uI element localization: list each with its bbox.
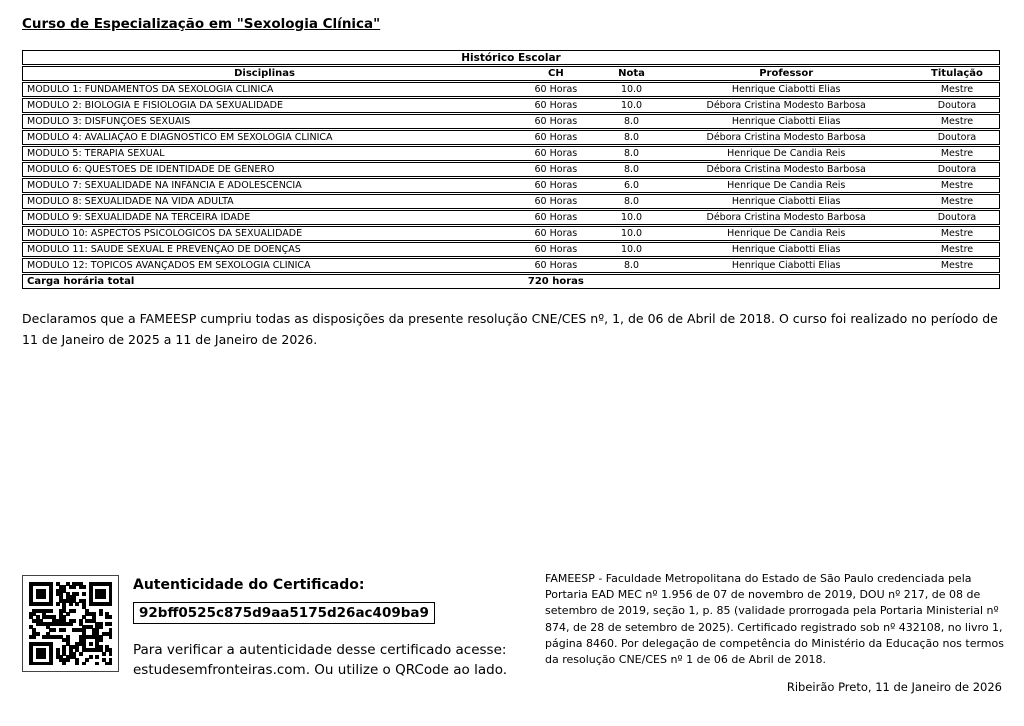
table-caption: Histórico Escolar	[461, 51, 561, 64]
page-title: Curso de Especialização em "Sexologia Clínica"	[22, 16, 381, 32]
cell-disciplina: MÓDULO 2: BIOLOGIA E FISIOLOGIA DA SEXUALIDADE	[27, 100, 283, 111]
cell-titulacao: Doutora	[937, 132, 977, 143]
cell-disciplina: MÓDULO 11: SAÚDE SEXUAL E PREVENÇÃO DE DOENÇAS	[27, 244, 301, 255]
cell-nota: 8.0	[623, 116, 640, 127]
cell-titulacao: Mestre	[940, 116, 974, 127]
cell-disciplina: MÓDULO 6: QUESTÕES DE IDENTIDADE DE GÊNERO	[27, 164, 275, 175]
table-row	[22, 146, 1000, 161]
table-body	[22, 82, 1000, 273]
cell-nota: 8.0	[623, 260, 640, 271]
column-header-nota: Nota	[618, 68, 645, 79]
cell-nota: 10.0	[620, 244, 643, 255]
cell-nota: 10.0	[620, 228, 643, 239]
cell-titulacao: Mestre	[940, 244, 974, 255]
declaration-text: Declaramos que a FAMEESP cumpriu todas as disposições da presente resolução CNE/CES nº, 1, de 06 de Abril de 2018. O curso foi realizado no período de 11 de Janeiro de 2025 a 11 de Janeiro de 2026.	[22, 311, 998, 347]
table-row	[22, 178, 1000, 193]
column-header-ch: CH	[548, 68, 564, 79]
cell-ch: 60 Horas	[534, 212, 578, 223]
column-header-professor: Professor	[759, 68, 814, 79]
cell-nota: 6.0	[623, 180, 640, 191]
cell-professor: Débora Cristina Modesto Barbosa	[706, 164, 866, 175]
total-label: Carga horária total	[27, 276, 135, 287]
cell-titulacao: Mestre	[940, 228, 974, 239]
column-header-titulacao: Titulação	[931, 68, 983, 79]
institution-text: FAMEESP - Faculdade Metropolitana do Estado de São Paulo credenciada pela Portaria EAD MEC nº 1.956 de 07 de novembro de 2019, DOU nº 217, de 08 de setembro de 2019, seção 1, p. 85 (validade prorrogada pela Portaria Ministerial nº 874, de 28 de setembro de 2025). Certificado registrado sob nº 432108, no livro 1, página 8460. Por delegação de competência do Ministério da Educação nos termos da resolução CNE/CES nº 1 de 06 de Abril de 2018.	[545, 572, 1004, 667]
cell-professor: Débora Cristina Modesto Barbosa	[706, 100, 866, 111]
cell-professor: Henrique Ciabotti Elias	[731, 260, 841, 271]
cell-nota: 10.0	[620, 100, 643, 111]
table-total-row	[22, 274, 1000, 289]
cell-professor: Henrique Ciabotti Elias	[731, 196, 841, 207]
cell-titulacao: Mestre	[940, 148, 974, 159]
table-row	[22, 242, 1000, 257]
cell-professor: Henrique Ciabotti Elias	[731, 244, 841, 255]
authenticity-title: Autenticidade do Certificado:	[133, 577, 365, 593]
table-row	[22, 114, 1000, 129]
cell-ch: 60 Horas	[534, 148, 578, 159]
cell-ch: 60 Horas	[534, 84, 578, 95]
qr-code-icon	[29, 582, 112, 665]
cell-titulacao: Doutora	[937, 100, 977, 111]
cell-disciplina: MÓDULO 9: SEXUALIDADE NA TERCEIRA IDADE	[27, 212, 251, 223]
cell-disciplina: MÓDULO 4: AVALIAÇÃO E DIAGNÓSTICO EM SEXOLOGIA CLÍNICA	[27, 132, 333, 143]
table-row	[22, 226, 1000, 241]
qr-code-box	[22, 575, 119, 672]
cell-nota: 8.0	[623, 196, 640, 207]
cell-nota: 10.0	[620, 212, 643, 223]
certificate-code: 92bff0525c875d9aa5175d26ac409ba9	[133, 602, 435, 624]
cell-nota: 8.0	[623, 164, 640, 175]
cell-professor: Débora Cristina Modesto Barbosa	[706, 212, 866, 223]
cell-disciplina: MÓDULO 12: TÓPICOS AVANÇADOS EM SEXOLOGIA CLÍNICA	[27, 260, 311, 271]
table-row	[22, 210, 1000, 225]
cell-titulacao: Doutora	[937, 164, 977, 175]
table-row	[22, 98, 1000, 113]
table-row	[22, 82, 1000, 97]
cell-ch: 60 Horas	[534, 196, 578, 207]
cell-ch: 60 Horas	[534, 260, 578, 271]
cell-titulacao: Mestre	[940, 196, 974, 207]
cell-disciplina: MÓDULO 7: SEXUALIDADE NA INFÂNCIA E ADOLESCÊNCIA	[27, 180, 302, 191]
cell-professor: Henrique Ciabotti Elias	[731, 84, 841, 95]
cell-ch: 60 Horas	[534, 116, 578, 127]
cell-titulacao: Mestre	[940, 180, 974, 191]
cell-ch: 60 Horas	[534, 164, 578, 175]
transcript-table	[22, 50, 1000, 290]
cell-ch: 60 Horas	[534, 100, 578, 111]
cell-titulacao: Doutora	[937, 212, 977, 223]
total-value: 720 horas	[527, 276, 584, 287]
cell-ch: 60 Horas	[534, 132, 578, 143]
table-row	[22, 194, 1000, 209]
table-row	[22, 162, 1000, 177]
cell-titulacao: Mestre	[940, 84, 974, 95]
table-header-row	[22, 66, 1000, 81]
cell-disciplina: MÓDULO 1: FUNDAMENTOS DA SEXOLOGIA CLÍNICA	[27, 84, 274, 95]
column-header-disciplinas: Disciplinas	[234, 68, 295, 79]
cell-disciplina: MÓDULO 3: DISFUNÇÕES SEXUAIS	[27, 116, 191, 127]
cell-professor: Henrique Ciabotti Elias	[731, 116, 841, 127]
cell-professor: Henrique De Candia Reis	[727, 148, 846, 159]
cell-professor: Débora Cristina Modesto Barbosa	[706, 132, 866, 143]
cell-nota: 8.0	[623, 148, 640, 159]
cell-disciplina: MÓDULO 8: SEXUALIDADE NA VIDA ADULTA	[27, 196, 234, 207]
table-row	[22, 130, 1000, 145]
cell-titulacao: Mestre	[940, 260, 974, 271]
table-caption-row	[22, 50, 1000, 65]
cell-ch: 60 Horas	[534, 228, 578, 239]
cell-ch: 60 Horas	[534, 244, 578, 255]
cell-professor: Henrique De Candia Reis	[727, 228, 846, 239]
cell-professor: Henrique De Candia Reis	[727, 180, 846, 191]
place-date: Ribeirão Preto, 11 de Janeiro de 2026	[786, 680, 1002, 694]
cell-ch: 60 Horas	[534, 180, 578, 191]
verification-text: Para verificar a autenticidade desse certificado acesse: estudesemfronteiras.com. Ou utilize o QRCode ao lado.	[133, 642, 508, 678]
table-row	[22, 258, 1000, 273]
cell-disciplina: MÓDULO 5: TERAPIA SEXUAL	[27, 148, 165, 159]
cell-disciplina: MÓDULO 10: ASPECTOS PSICOLÓGICOS DA SEXUALIDADE	[27, 228, 303, 239]
cell-nota: 8.0	[623, 132, 640, 143]
cell-nota: 10.0	[620, 84, 643, 95]
